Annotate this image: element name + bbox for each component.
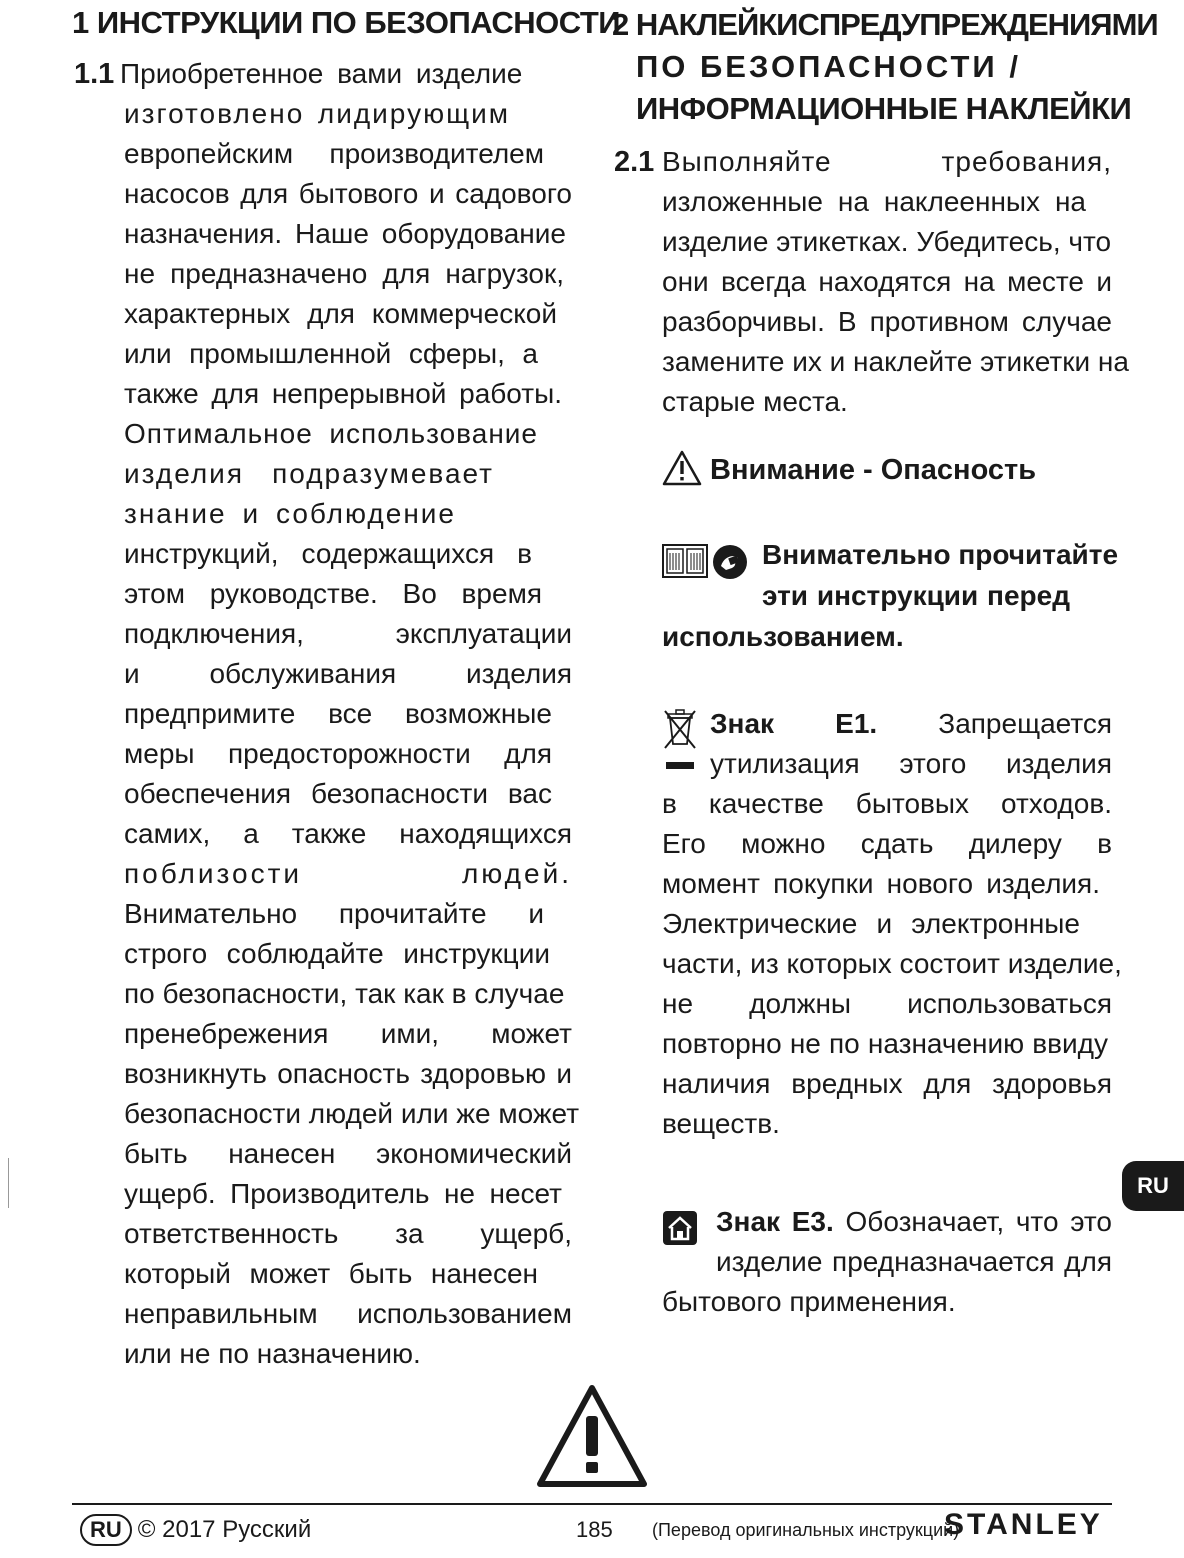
text-line: ответственность за ущерб, xyxy=(124,1218,572,1249)
text-line: эти инструкции перед xyxy=(762,580,1070,611)
text-line: подключения, эксплуатации xyxy=(124,618,572,649)
text-line: не предназначено для нагрузок, xyxy=(124,258,564,289)
text-line: насосов для бытового и садового xyxy=(124,178,572,209)
footer-language xyxy=(80,1510,311,1550)
text-line: наличия вредных для здоровья xyxy=(662,1068,1112,1099)
section-2-1-paragraph xyxy=(612,142,1129,422)
text-line: возникнуть опасность здоровью и xyxy=(124,1058,572,1089)
text-line: строго соблюдайте инструкции xyxy=(124,938,550,969)
text-line xyxy=(710,704,1112,744)
text-line xyxy=(716,1202,1112,1242)
section-number: 1.1 xyxy=(74,58,115,90)
text-line: этом руководстве. Во время xyxy=(124,578,542,609)
copyright-text: © 2017 Русский xyxy=(137,1516,312,1543)
text-line: безопасности людей или же может xyxy=(124,1098,580,1129)
text-line: изделие предназначается для xyxy=(716,1246,1112,1277)
sign-e3-label: Знак Е3. xyxy=(716,1206,834,1237)
brand-logo: STANLEY xyxy=(944,1508,1103,1541)
text-line: пренебрежения ими, может xyxy=(124,1018,572,1049)
text-line: изделия подразумевает xyxy=(124,458,494,489)
text-line: Приобретенное вами изделие xyxy=(120,58,523,89)
language-side-tab: RU xyxy=(1122,1161,1184,1211)
text-line: европейским производителем xyxy=(124,138,544,169)
text-line: разборчивы. В противном случае xyxy=(662,306,1112,337)
text-line: повторно не по назначению ввиду xyxy=(662,1028,1108,1059)
scan-margin-mark xyxy=(8,1158,9,1208)
text-line: ущерб. Производитель не несет xyxy=(124,1178,562,1209)
page-number: 185 xyxy=(576,1517,613,1542)
section-number: 2.1 xyxy=(614,146,655,178)
text-line: который может быть нанесен xyxy=(124,1258,538,1289)
read-instructions-icon xyxy=(712,544,748,591)
text-line: момент покупки нового изделия. xyxy=(662,868,1100,899)
text-line: изделие этикетках. Убедитесь, что xyxy=(662,226,1112,257)
text-line: изготовлено лидирующим xyxy=(124,98,510,129)
text-line: и обслуживания изделия xyxy=(124,658,572,689)
sign-e3-paragraph xyxy=(662,1202,1112,1322)
text-line: знание и соблюдение xyxy=(124,498,456,529)
section-1 xyxy=(72,4,621,1374)
text-line: Оптимальное использование xyxy=(124,418,538,449)
text-line: предпримите все возможные xyxy=(124,698,552,729)
read-icons xyxy=(662,544,748,591)
text-line: или промышленной сферы, а xyxy=(124,338,538,369)
language-badge: RU xyxy=(80,1514,132,1546)
text-line: не должны использоваться xyxy=(662,988,1112,1019)
text-line: меры предосторожности для xyxy=(124,738,552,769)
section-2 xyxy=(612,4,1158,422)
household-icon xyxy=(662,1210,698,1257)
text-line: быть нанесен экономический xyxy=(124,1138,572,1169)
section-1-1-paragraph xyxy=(72,54,582,1374)
sign-e1-label: Знак Е1. xyxy=(710,708,878,739)
text-line: самих, а также находящихся xyxy=(124,818,572,849)
text-line: или не по назначению. xyxy=(124,1338,421,1369)
text-line: по безопасности, так как в случае xyxy=(124,978,565,1009)
text-line: Внимательно прочитайте xyxy=(762,539,1119,570)
section-2-heading xyxy=(612,4,1158,130)
heading-line: ПО БЕЗОПАСНОСТИ / xyxy=(636,49,1021,84)
text-line: неправильным использованием xyxy=(124,1298,572,1329)
text-line: Его можно сдать дилеру в xyxy=(662,828,1112,859)
warning-danger-label xyxy=(662,450,1036,491)
sign-e1-text: Запрещается xyxy=(938,708,1112,739)
translation-note: (Перевод оригинальных инструкций) xyxy=(652,1520,960,1540)
text-line: старые места. xyxy=(662,386,848,417)
crossed-bin-icon xyxy=(662,708,698,781)
warning-triangle-icon xyxy=(662,450,702,491)
heading-line: 2 НАКЛЕЙКИСПРЕДУПРЕЖДЕНИЯМИ xyxy=(612,7,1158,42)
text-line: веществ. xyxy=(662,1108,780,1139)
text-line: они всегда находятся на месте и xyxy=(662,266,1112,297)
text-line: также для непрерывной работы. xyxy=(124,378,562,409)
sign-e3-text: Обозначает, что это xyxy=(845,1206,1112,1237)
text-line: назначения. Наше оборудование xyxy=(124,218,566,249)
section-1-heading: 1 ИНСТРУКЦИИ ПО БЕЗОПАСНОСТИ xyxy=(72,5,621,40)
text-line: изложенные на наклеенных на xyxy=(662,186,1086,217)
manual-book-icon xyxy=(662,544,708,591)
heading-line: ИНФОРМАЦИОННЫЕ НАКЛЕЙКИ xyxy=(636,91,1132,126)
warning-text: Внимание - Опасность xyxy=(710,454,1037,486)
text-line: использованием. xyxy=(662,621,904,652)
text-line: замените их и наклейте этикетки на xyxy=(662,346,1129,377)
text-line: Электрические и электронные xyxy=(662,908,1080,939)
sign-e1-paragraph xyxy=(662,704,1122,1144)
text-line: утилизация этого изделия xyxy=(710,748,1112,779)
text-line: поблизости людей. xyxy=(124,858,572,889)
read-instructions-notice xyxy=(662,534,1119,657)
text-line: Выполняйте требования, xyxy=(662,146,1112,177)
text-line: Внимательно прочитайте и xyxy=(124,898,544,929)
text-line: в качестве бытовых отходов. xyxy=(662,788,1112,819)
large-warning-icon xyxy=(536,1384,648,1493)
text-line: бытового применения. xyxy=(662,1286,956,1317)
text-line: характерных для коммерческой xyxy=(124,298,557,329)
text-line: инструкций, содержащихся в xyxy=(124,538,532,569)
text-line: обеспечения безопасности вас xyxy=(124,778,552,809)
text-line: части, из которых состоит изделие, xyxy=(662,948,1122,979)
